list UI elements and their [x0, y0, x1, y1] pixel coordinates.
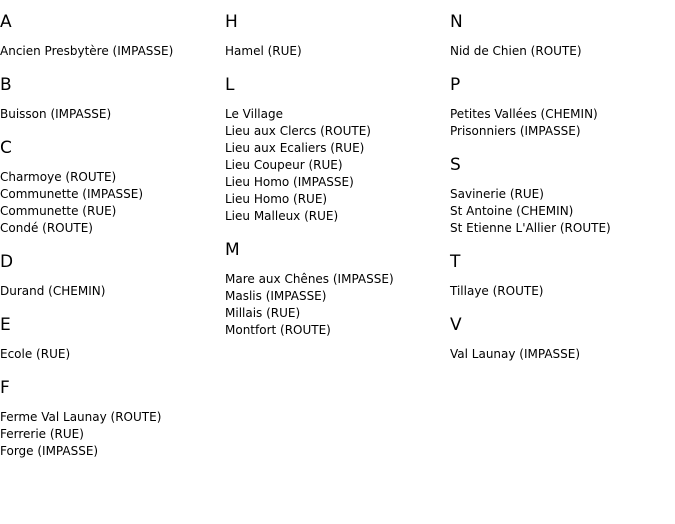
street-link[interactable]: Lieu aux Clercs (ROUTE): [225, 124, 371, 138]
street-link[interactable]: Hamel (RUE): [225, 44, 302, 58]
street-link[interactable]: Charmoye (ROUTE): [0, 170, 117, 184]
letter-group-t: [450, 250, 675, 300]
street-list: [450, 283, 675, 300]
street-link[interactable]: Lieu aux Ecaliers (RUE): [225, 141, 365, 155]
letter-group-s: [450, 153, 675, 237]
street-list: [0, 346, 225, 363]
letter-heading: H: [225, 12, 238, 32]
street-link[interactable]: St Antoine (CHEMIN): [450, 204, 574, 218]
street-list: [450, 346, 675, 363]
letter-group-d: [0, 250, 225, 300]
letter-heading: S: [450, 155, 461, 175]
street-list: [225, 43, 450, 60]
letter-group-e: [0, 313, 225, 363]
street-link[interactable]: Ferme Val Launay (ROUTE): [0, 410, 162, 424]
street-list: [0, 169, 225, 237]
street-link[interactable]: Lieu Malleux (RUE): [225, 209, 339, 223]
letter-heading: C: [0, 138, 12, 158]
letter-group-v: [450, 313, 675, 363]
letter-heading: D: [0, 252, 14, 272]
letter-heading: F: [0, 378, 10, 398]
street-list: [0, 106, 225, 123]
street-link[interactable]: Lieu Homo (IMPASSE): [225, 175, 354, 189]
street-link[interactable]: Lieu Coupeur (RUE): [225, 158, 343, 172]
street-link[interactable]: Durand (CHEMIN): [0, 284, 106, 298]
street-link[interactable]: Le Village: [225, 107, 283, 121]
street-link[interactable]: Ecole (RUE): [0, 347, 71, 361]
street-list: [225, 106, 450, 225]
street-link[interactable]: Nid de Chien (ROUTE): [450, 44, 582, 58]
street-link[interactable]: Ferrerie (RUE): [0, 427, 84, 441]
street-list: [0, 283, 225, 300]
street-link[interactable]: Mare aux Chênes (IMPASSE): [225, 272, 394, 286]
street-link[interactable]: Lieu Homo (RUE): [225, 192, 328, 206]
street-link[interactable]: Petites Vallées (CHEMIN): [450, 107, 598, 121]
index-column: [450, 10, 675, 376]
street-list: [225, 271, 450, 339]
index-column: [225, 10, 450, 352]
letter-heading: L: [225, 75, 235, 95]
street-list: [0, 43, 225, 60]
letter-heading: N: [450, 12, 463, 32]
letter-group-n: [450, 10, 675, 60]
letter-group-b: [0, 73, 225, 123]
street-link[interactable]: Maslis (IMPASSE): [225, 289, 327, 303]
street-list: [450, 186, 675, 237]
street-link[interactable]: Communette (RUE): [0, 204, 117, 218]
letter-heading: T: [450, 252, 461, 272]
letter-heading: E: [0, 315, 11, 335]
letter-group-h: [225, 10, 450, 60]
street-link[interactable]: Condé (ROUTE): [0, 221, 93, 235]
street-list: [450, 106, 675, 140]
street-link[interactable]: Ancien Presbytère (IMPASSE): [0, 44, 174, 58]
letter-group-p: [450, 73, 675, 140]
letter-group-c: [0, 136, 225, 237]
letter-group-m: [225, 238, 450, 339]
letter-group-a: [0, 10, 225, 60]
street-link[interactable]: Forge (IMPASSE): [0, 444, 99, 458]
street-list: [450, 43, 675, 60]
street-link[interactable]: Val Launay (IMPASSE): [450, 347, 581, 361]
street-list: [0, 409, 225, 460]
street-link[interactable]: Millais (RUE): [225, 306, 301, 320]
street-link[interactable]: Communette (IMPASSE): [0, 187, 144, 201]
street-link[interactable]: Tillaye (ROUTE): [450, 284, 544, 298]
street-link[interactable]: Prisonniers (IMPASSE): [450, 124, 581, 138]
street-link[interactable]: Buisson (IMPASSE): [0, 107, 112, 121]
letter-heading: P: [450, 75, 461, 95]
index-column: [0, 10, 225, 473]
letter-heading: M: [225, 240, 240, 260]
letter-heading: V: [450, 315, 462, 335]
letter-heading: B: [0, 75, 12, 95]
letter-heading: A: [0, 12, 12, 32]
letter-group-l: [225, 73, 450, 225]
street-link[interactable]: St Etienne L'Allier (ROUTE): [450, 221, 611, 235]
street-link[interactable]: Montfort (ROUTE): [225, 323, 331, 337]
street-link[interactable]: Savinerie (RUE): [450, 187, 544, 201]
letter-group-f: [0, 376, 225, 460]
